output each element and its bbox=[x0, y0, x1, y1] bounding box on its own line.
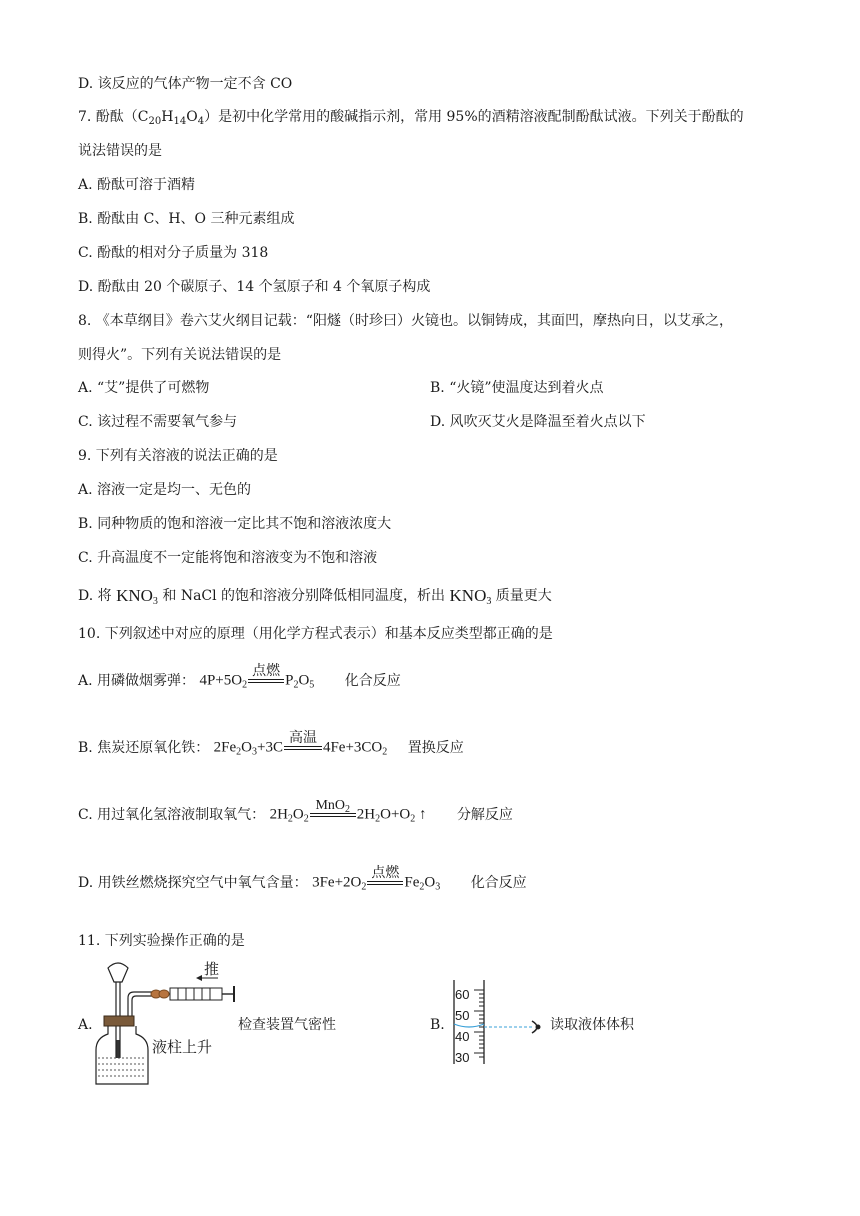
q9-stem: 9. 下列有关溶液的说法正确的是 bbox=[78, 448, 278, 464]
q10d-equation: $3Fe+2O_2$ 点燃 $Fe_2O_3$ bbox=[312, 866, 441, 893]
q10c-equation: $2H_2O_2$ MnO$_2$ $2H_2O+O_2$ ↑ bbox=[269, 798, 427, 825]
q10a-equation: $4P+5O_2$ 点燃 $P_2O_5$ bbox=[199, 664, 315, 691]
q7-stem-line1: 7. 酚酞$(C_{20}H_{14}O_4)$是初中化学常用的酸碱指示剂，常用 95%的酒精溶液配制酚酞试液。下列关于酚酞的 bbox=[78, 109, 744, 127]
q8-option-b: B. “火镜”使温度达到着火点 bbox=[430, 380, 604, 396]
q8-option-d: D. 风吹灭艾火是降温至着火点以下 bbox=[430, 414, 646, 430]
q10-option-d: D. 用铁丝燃烧探究空气中氧气含量： $3Fe+2O_2$ 点燃 $Fe_2O_3$ 化合反应 bbox=[78, 866, 527, 900]
q9-option-b: B. 同种物质的饱和溶液一定比其不饱和溶液浓度大 bbox=[78, 516, 392, 532]
q7-option-b: B. 酚酞由 C、H、O 三种元素组成 bbox=[78, 211, 295, 227]
q11-option-b-label: B. bbox=[430, 1017, 445, 1033]
q8-option-a: A. “艾”提供了可燃物 bbox=[78, 380, 210, 396]
q10-option-a: A. 用磷做烟雾弹： $4P+5O_2$ 点燃 $P_2O_5$ 化合反应 bbox=[78, 664, 401, 698]
q9-option-d: D. 将 $KNO_3$ 和 NaCl 的饱和溶液分别降低相同温度，析出 $KNO_3$ 质量更大 bbox=[78, 586, 552, 607]
q7-option-a: A. 酚酞可溶于酒精 bbox=[78, 177, 196, 193]
q8-option-c: C. 该过程不需要氧气参与 bbox=[78, 414, 238, 430]
q10-stem: 10. 下列叙述中对应的原理（用化学方程式表示）和基本反应类型都正确的是 bbox=[78, 626, 553, 642]
q11-option-a-caption: 检查装置气密性 bbox=[238, 1017, 336, 1033]
q11-option-a-label: A. bbox=[78, 1017, 93, 1033]
q6-option-d: D. 该反应的气体产物一定不含 CO bbox=[78, 76, 293, 92]
airtightness-apparatus-figure bbox=[92, 958, 244, 1088]
tick-label: 40 bbox=[455, 1029, 470, 1044]
q8-stem-line1: 8. 《本草纲目》卷六艾火纲目记载：“阳燧（时珍曰）火镜也。以铜铸成，其面凹，摩热向日，以艾承之， bbox=[78, 313, 733, 329]
push-label: 推 bbox=[204, 960, 220, 978]
liquid-rise-label: 液柱上升 bbox=[152, 1038, 213, 1056]
q7-option-c: C. 酚酞的相对分子质量为 318 bbox=[78, 245, 269, 261]
q8-stem-line2: 则得火”。下列有关说法错误的是 bbox=[78, 347, 282, 363]
q7-stem-line2: 说法错误的是 bbox=[78, 143, 162, 159]
q9-option-a: A. 溶液一定是均一、无色的 bbox=[78, 482, 252, 498]
cylinder-tick-labels bbox=[455, 984, 469, 1068]
q9-option-c: C. 升高温度不一定能将饱和溶液变为不饱和溶液 bbox=[78, 550, 378, 566]
q7-option-d: D. 酚酞由 20 个碳原子、14 个氢原子和 4 个氧原子构成 bbox=[78, 279, 431, 295]
q11-stem: 11. 下列实验操作正确的是 bbox=[78, 933, 245, 949]
q10b-equation: $2Fe_2O_3+3C$ 高温 $4Fe+3CO_2$ bbox=[213, 731, 388, 758]
tick-label: 50 bbox=[455, 1008, 470, 1023]
q11-option-b-caption: 读取液体体积 bbox=[550, 1017, 634, 1033]
q10-option-b: B. 焦炭还原氧化铁： $2Fe_2O_3+3C$ 高温 $4Fe+3CO_2$ 置换反应 bbox=[78, 731, 464, 765]
tick-label: 30 bbox=[455, 1050, 470, 1065]
q10-option-c: C. 用过氧化氢溶液制取氧气： $2H_2O_2$ MnO$_2$ $2H_2O+O_2$ ↑ 分解反应 bbox=[78, 798, 513, 832]
tick-label: 60 bbox=[455, 987, 470, 1002]
